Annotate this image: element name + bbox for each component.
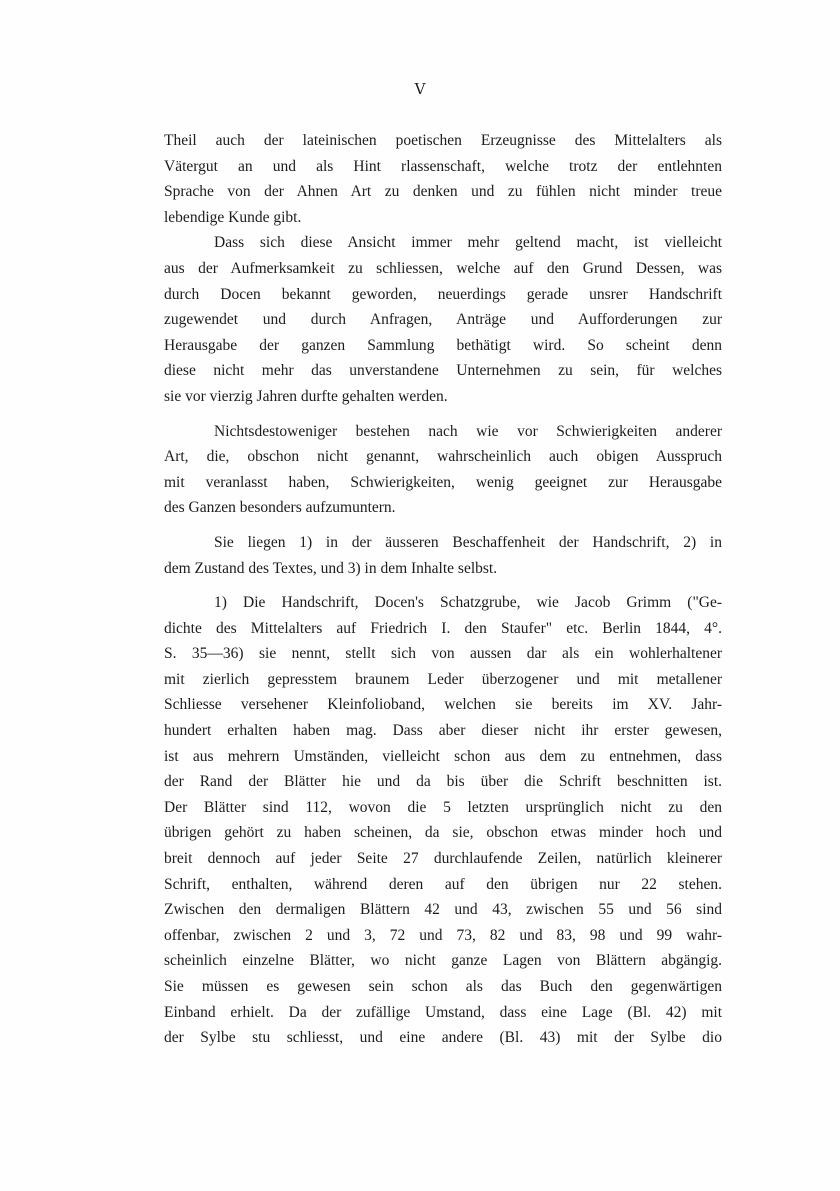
text-line: hundert erhalten haben mag. Dass aber dieser nicht ihr erster gewesen, <box>164 722 722 740</box>
page-number: V <box>414 80 426 98</box>
text-line: übrigen gehört zu haben scheinen, da sie, obschon etwas minder hoch und <box>164 824 722 842</box>
paragraph-1 <box>164 128 722 230</box>
text-line: Sie liegen 1) in der äusseren Beschaffenheit der Handschrift, 2) in <box>214 533 722 551</box>
text-line: der Rand der Blätter hie und da bis über die Schrift beschnitten ist. <box>164 773 722 791</box>
text-line: dem Zustand des Textes, und 3) in dem Inhalte selbst. <box>164 559 498 577</box>
text-line: S. 35—36) sie nennt, stellt sich von aussen dar als ein wohlerhaltener <box>164 645 722 663</box>
text-line: 1) Die Handschrift, Docen's Schatzgrube, wie Jacob Grimm ("Ge- <box>214 594 722 612</box>
text-line: Herausgabe der ganzen Sammlung bethätigt wird. So scheint denn <box>164 336 722 354</box>
text-line: des Ganzen besonders aufzumuntern. <box>164 499 396 517</box>
text-line: Sprache von der Ahnen Art zu denken und zu fühlen nicht minder treue <box>164 183 722 201</box>
text-line: zugewendet und durch Anfragen, Anträge und Aufforderungen zur <box>164 311 722 329</box>
paragraph-4 <box>164 530 722 581</box>
text-line: offenbar, zwischen 2 und 3, 72 und 73, 82 und 83, 98 und 99 wahr- <box>164 926 722 944</box>
text-line: Dass sich diese Ansicht immer mehr geltend macht, ist vielleicht <box>214 234 722 252</box>
text-line: Einband erhielt. Da der zufällige Umstand, dass eine Lage (Bl. 42) mit <box>164 1003 722 1021</box>
text-line: Zwischen den dermaligen Blättern 42 und 43, zwischen 55 und 56 sind <box>164 901 722 919</box>
text-line: Art, die, obschon nicht genannt, wahrscheinlich auch obigen Ausspruch <box>164 448 722 466</box>
text-line: scheinlich einzelne Blätter, wo nicht ganze Lagen von Blättern abgängig. <box>164 952 722 970</box>
text-line: Nichtsdestoweniger bestehen nach wie vor Schwierigkeiten anderer <box>214 422 722 440</box>
text-line: Schliesse versehener Kleinfolioband, welchen sie bereits im XV. Jahr- <box>164 696 722 714</box>
text-line: aus der Aufmerksamkeit zu schliessen, welche auf den Grund Dessen, was <box>164 259 722 277</box>
paragraph-5 <box>164 590 722 1051</box>
text-line: diese nicht mehr das unverstandene Unternehmen zu sein, für welches <box>164 362 722 380</box>
paragraph-2 <box>164 230 722 409</box>
paragraph-3 <box>164 419 722 521</box>
text-line: sie vor vierzig Jahren durfte gehalten werden. <box>164 387 448 405</box>
text-line: mit zierlich gepresstem braunem Leder überzogener und mit metallener <box>164 670 722 688</box>
text-line: Sie müssen es gewesen sein schon als das Buch den gegenwärtigen <box>164 978 722 995</box>
text-line: dichte des Mittelalters auf Friedrich I. den Staufer" etc. Berlin 1844, 4°. <box>164 619 722 637</box>
text-line: der Sylbe stu schliesst, und eine andere (Bl. 43) mit der Sylbe dio <box>164 1029 722 1047</box>
text-line: Vätergut an und als Hint rlassenschaft, welche trotz der entlehnten <box>164 157 722 175</box>
body-text <box>164 128 722 1051</box>
text-line: mit veranlasst haben, Schwierigkeiten, wenig geeignet zur Herausgabe <box>164 473 722 491</box>
text-line: durch Docen bekannt geworden, neuerdings gerade unsrer Handschrift <box>164 285 722 303</box>
text-line: lebendige Kunde gibt. <box>164 208 302 226</box>
text-line: Schrift, enthalten, während deren auf den übrigen nur 22 stehen. <box>164 875 722 893</box>
text-line: Theil auch der lateinischen poetischen Erzeugnisse des Mittelalters als <box>164 132 722 149</box>
text-line: ist aus mehrern Umständen, vielleicht schon aus dem zu entnehmen, dass <box>164 747 722 765</box>
text-line: breit dennoch auf jeder Seite 27 durchlaufende Zeilen, natürlich kleinerer <box>164 850 722 868</box>
text-line: Der Blätter sind 112, wovon die 5 letzten ursprünglich nicht zu den <box>164 798 722 816</box>
